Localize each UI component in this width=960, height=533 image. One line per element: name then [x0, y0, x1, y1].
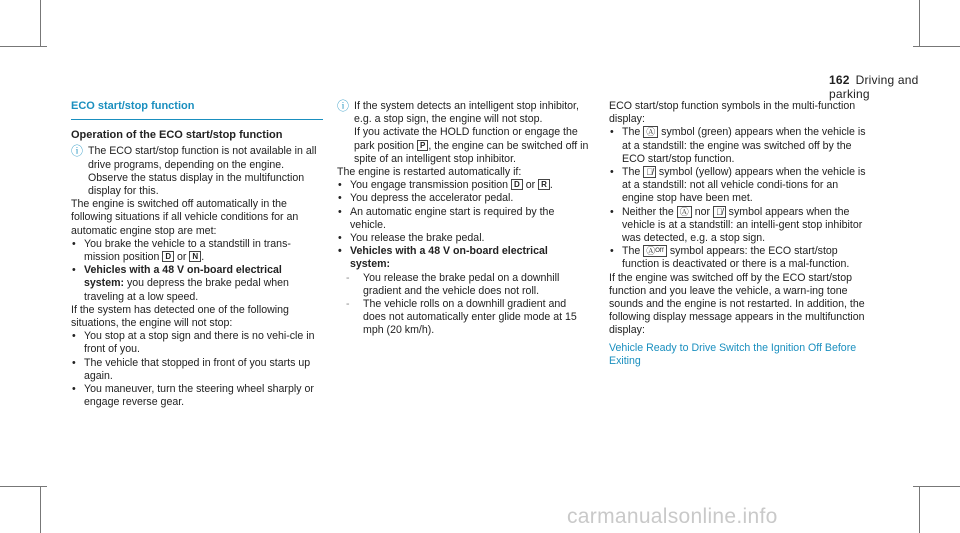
list-item: • You depress the accelerator pedal. — [337, 192, 589, 205]
bullet-list — [337, 179, 589, 271]
item-text: You brake the vehicle to a standstill in trans-mission position — [84, 237, 291, 264]
paragraph: The engine is switched off automatically in the following situations if all vehicle conditions for an automatic engine stop are met: — [71, 198, 299, 237]
crop-mark — [40, 486, 41, 533]
page-header — [829, 73, 960, 101]
item-text: . — [549, 179, 553, 192]
eco-crossed-icon: Ⓐ̸ — [713, 206, 726, 218]
item-text: symbol appears: the ECO start/stop function is deactivated or there is a mal-function. — [622, 245, 850, 271]
list-item: • An automatic engine start is required by the vehicle. — [337, 206, 589, 232]
subheading: Operation of the ECO start/stop function — [71, 129, 283, 142]
page-number: 162 — [829, 73, 850, 87]
list-item — [609, 206, 871, 246]
crop-mark — [0, 46, 47, 47]
item-text: The — [622, 245, 644, 258]
info-icon: ⓘ — [71, 144, 84, 159]
paragraph: If the engine was switched off by the ECO start/stop function and you leave the vehicle, a warn-ing tone sounds and the engine is not restarted. In addition, the following display message appears in the multifunction display: — [609, 271, 865, 337]
crop-mark — [40, 0, 41, 47]
gear-n-key: N — [189, 251, 201, 262]
crop-mark — [0, 486, 47, 487]
list-item — [609, 166, 871, 206]
item-text: The — [622, 166, 644, 179]
list-item: • The vehicle that stopped in front of you starts up again. — [71, 357, 323, 383]
list-item — [71, 264, 323, 304]
gear-r-key: R — [538, 179, 550, 190]
list-item — [337, 179, 589, 192]
eco-symbol-icon: Ⓐ — [643, 126, 658, 138]
eco-crossed-icon: Ⓐ̸ — [643, 166, 656, 178]
column-3 — [609, 100, 871, 368]
item-text: or — [174, 251, 190, 264]
item-bold: Vehicles with a 48 V on-board electrical system: — [84, 264, 282, 290]
crop-mark — [913, 486, 960, 487]
item-text: you depress the brake pedal when traveling at a low speed. — [84, 277, 289, 303]
list-item: • You maneuver, turn the steering wheel sharply or engage reverse gear. — [71, 383, 323, 409]
list-item: • You release the brake pedal. — [337, 232, 589, 245]
info-icon: ⓘ — [337, 99, 350, 113]
list-item — [71, 238, 323, 264]
bullet-list — [71, 238, 323, 304]
dash-list — [337, 272, 589, 338]
item-text: The — [622, 126, 644, 139]
crop-mark — [913, 46, 960, 47]
item-text: Neither the — [622, 205, 677, 218]
note-text — [354, 126, 589, 166]
item-text: or — [522, 179, 539, 192]
item-text: symbol appears when the vehicle is at a standstill: an intelli-gent stop inhibitor was detected, e.g. a stop sign. — [622, 205, 863, 245]
info-note — [71, 145, 323, 198]
paragraph: The engine is restarted automatically if: — [337, 166, 522, 179]
item-text: . — [201, 251, 205, 264]
list-item: • Vehicles with a 48 V on-board electrical system: — [337, 245, 589, 271]
crop-mark — [919, 0, 920, 47]
item-text: symbol (yellow) appears when the vehicle is at a standstill: not all vehicle condi-tions for an engine stop have been met. — [622, 166, 866, 205]
eco-symbol-icon: Ⓐ — [677, 206, 692, 218]
note-text-part: If you activate the HOLD function or engage the park position — [354, 126, 578, 152]
list-item: • You stop at a stop sign and there is no vehi-cle in front of you. — [71, 330, 323, 356]
gear-p-key: P — [417, 140, 428, 151]
item-text: symbol (green) appears when the vehicle is at a standstill: the engine was switched off by the ECO start/stop function. — [622, 126, 866, 165]
list-item: - The vehicle rolls on a downhill gradient and does not automatically enter glide mode at 15 mph (20 km/h). — [337, 298, 589, 338]
list-item — [609, 126, 871, 166]
chapter-title: Driving and parking — [829, 73, 919, 101]
gear-d-key: D — [511, 179, 523, 190]
list-item: - You release the brake pedal on a downhill gradient and the vehicle does not roll. — [337, 272, 589, 298]
watermark: carmanualsonline.info — [567, 505, 778, 528]
item-text: You engage transmission position — [350, 179, 511, 192]
eco-off-icon: Ⓐᴼᶠᶠ — [643, 245, 667, 257]
note-text: If the system detects an intelligent stop inhibitor, e.g. a stop sign, the engine will not stop. — [354, 100, 579, 126]
note-text-part: , the engine can be switched off in spite of an intelligent stop inhibitor. — [354, 139, 589, 165]
bullet-list — [609, 126, 871, 271]
display-message: Vehicle Ready to Drive Switch the Ignition Off Before Exiting — [609, 341, 857, 367]
section-title: ECO start/stop function — [71, 100, 323, 120]
column-1 — [71, 100, 323, 409]
crop-mark — [919, 486, 920, 533]
paragraph: If the system has detected one of the following situations, the engine will not stop: — [71, 303, 289, 330]
note-text: The ECO start/stop function is not available in all drive programs, depending on the engine. Observe the status display in the multifunction display for this. — [88, 145, 317, 198]
gear-d-key: D — [162, 251, 174, 262]
bullet-list — [71, 330, 323, 409]
column-2 — [337, 100, 589, 338]
item-text: nor — [691, 205, 713, 218]
paragraph: ECO start/stop function symbols in the multi-function display: — [609, 100, 856, 126]
list-item — [609, 245, 871, 271]
info-note — [337, 100, 589, 166]
